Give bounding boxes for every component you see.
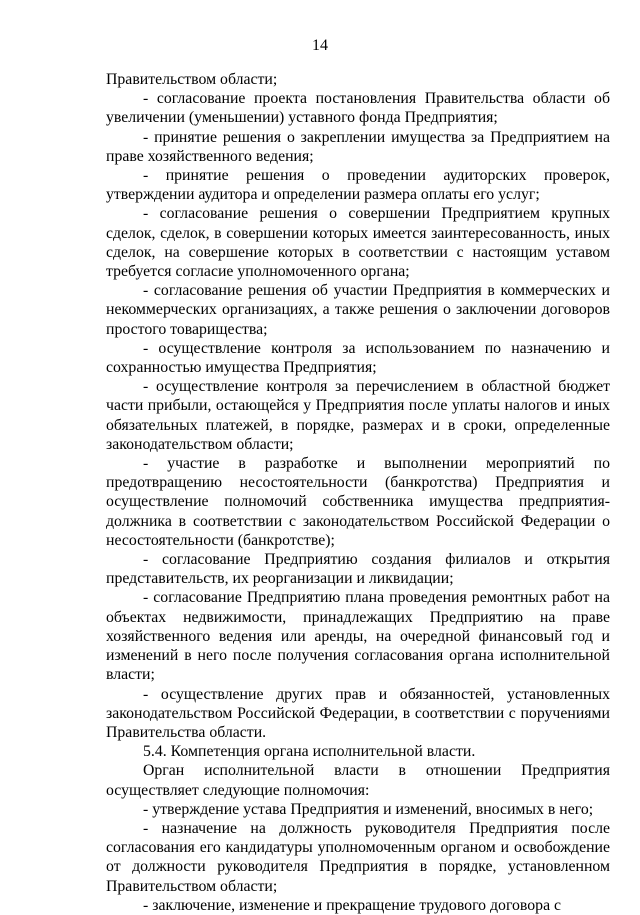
paragraph-audit-decision: - принятие решения о проведении аудиторских проверок, утверждении аудитора и определении размера оплаты его услуг; xyxy=(106,167,610,204)
paragraph-property-assignment: - принятие решения о закреплении имущества за Предприятием на праве хозяйственного ведения; xyxy=(106,128,610,165)
document-body xyxy=(106,70,610,915)
paragraph-profit-transfer-control: - осуществление контроля за перечислением в областной бюджет части прибыли, остающейся у Предприятия после уплаты налогов и иных обязательных платежей, в порядке, размерах и в сроки, определенные законодательством области; xyxy=(106,378,610,453)
paragraph-employment-contract: - заключение, изменение и прекращение трудового договора с xyxy=(143,896,562,914)
paragraph-major-transactions: - согласование решения о совершении Предприятием крупных сделок, сделок, в совершении которых имеется заинтересованность, иных сделок, на совершение которых в соответствии с настоящим уставом требуется согласие уполномоченного органа; xyxy=(106,205,610,281)
paragraph-other-rights: - осуществление других прав и обязанностей, установленных законодательством Российской Федерации, в соответствии с поручениями Правительства области. xyxy=(106,685,610,741)
section-heading-5-4: 5.4. Компетенция органа исполнительной власти. xyxy=(143,743,476,761)
paragraph-branches-approval: - согласование Предприятию создания филиалов и открытия представительств, их реорганизации и ликвидации; xyxy=(106,551,610,588)
paragraph-authority-powers-intro: Орган исполнительной власти в отношении Предприятия осуществляет следующие полномочия: xyxy=(106,762,610,799)
paragraph-participation-organizations: - согласование решения об участии Предприятия в коммерческих и некоммерческих организациях, а также решения о заключении договоров простого товарищества; xyxy=(106,282,610,338)
paragraph-repair-plan-approval: - согласование Предприятию плана проведения ремонтных работ на объектах недвижимости, принадлежащих Предприятию на праве хозяйственного ведения или аренды, на очередной финансовый год и изменений в него после получения согласования органа исполнительной власти; xyxy=(106,589,610,684)
paragraph-bankruptcy-prevention: - участие в разработке и выполнении мероприятий по предотвращению несостоятельности (банкротства) Предприятия и осуществление полномочий собственника имущества предприятия-должника в соответствии с законодательством Российской Федерации о несостоятельности (банкротстве); xyxy=(106,455,610,549)
paragraph-property-control: - осуществление контроля за использованием по назначению и сохранностью имущества Предприятия; xyxy=(106,339,610,377)
paragraph-charter-approval: - утверждение устава Предприятия и изменений, вносимых в него; xyxy=(143,800,594,818)
page-number: 14 xyxy=(312,37,328,54)
paragraph-government-continuation: Правительством области; xyxy=(106,71,278,88)
paragraph-charter-fund-approval: - согласование проекта постановления Правительства области об увеличении (уменьшении) уставного фонда Предприятия; xyxy=(106,90,610,127)
paragraph-director-appointment: - назначение на должность руководителя Предприятия после согласования его кандидатуры уполномоченным органом и освобождение от должности руководителя Предприятия в порядке, установленном Правительством области; xyxy=(106,819,610,895)
